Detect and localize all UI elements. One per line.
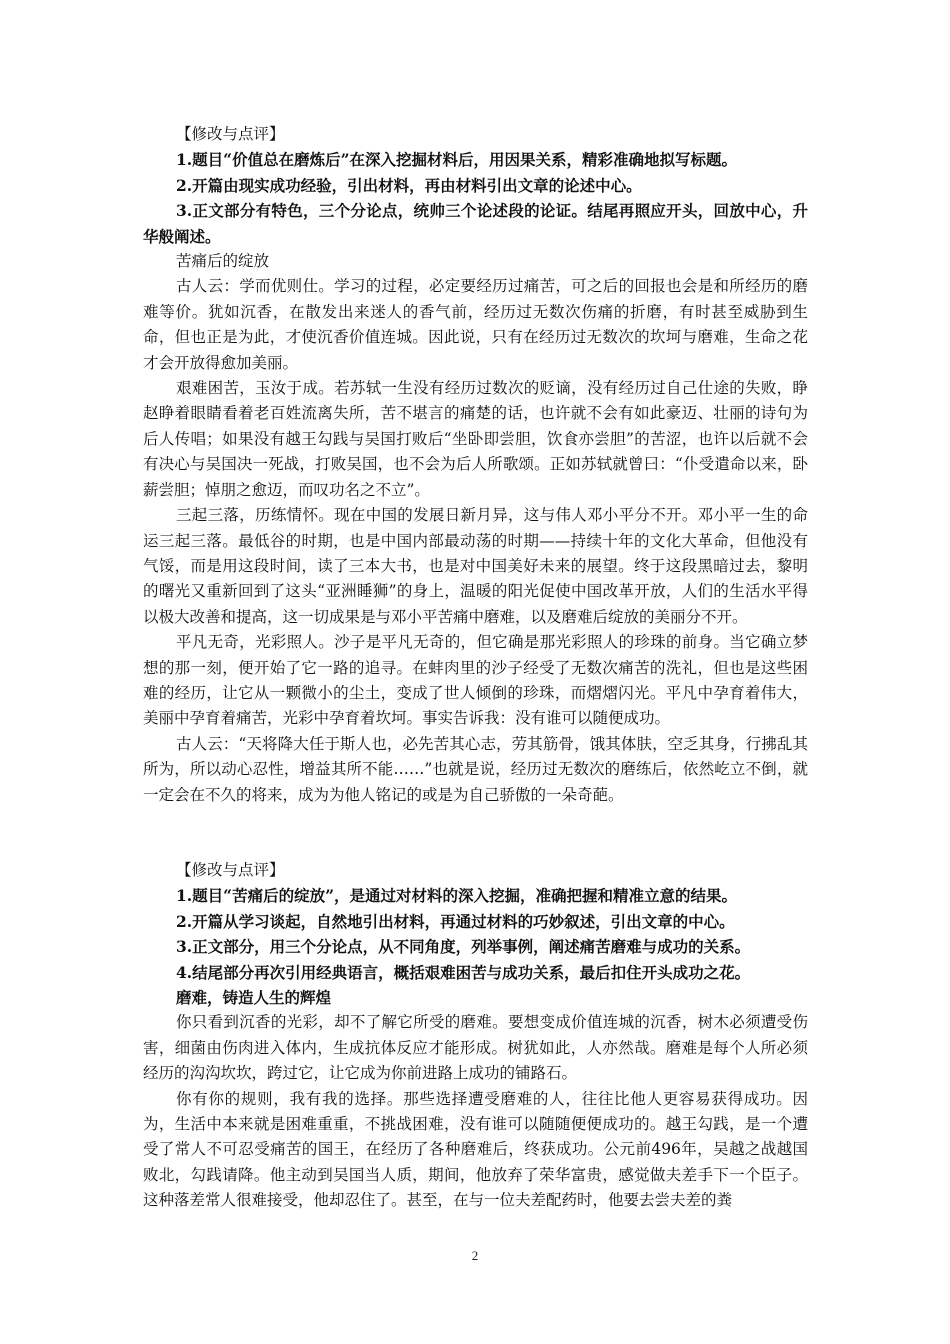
review-heading: 【修改与点评】	[176, 125, 285, 143]
review-heading: 【修改与点评】	[176, 860, 285, 879]
essay-paragraph: 你只看到沉香的光彩，却不了解它所受的磨难。要想变成价值连城的沉香，树木必须遭受伤害，细菌由伤肉进入体内，生成抗体反应才能形成。树犹如此，人亦然哉。磨难是每个人所必须经历的沟沟坎坎，跨过它，让它成为你前进路上成功的铺路石。	[143, 1013, 808, 1083]
essay-paragraph: 平凡无奇，光彩照人。沙子是平凡无奇的，但它确是那光彩照人的珍珠的前身。当它确立梦想的那一刻，便开始了它一路的追寻。在蚌肉里的沙子经受了无数次痛苦的洗礼，但也是这些困难的经历，让它从一颗微小的尘土，变成了世人倾倒的珍珠，而熠熠闪光。平凡中孕育着伟大，美丽中孕育着痛苦，光彩中孕育着坎坷。事实告诉我：没有谁可以随便成功。	[143, 633, 808, 728]
review-point: 4.结尾部分再次引用经典语言，概括艰难困苦与成功关系，最后扣住开头成功之花。	[176, 962, 751, 982]
review-point: 1.题目“价值总在磨炼后”在深入挖掘材料后，用因果关系，精彩准确地拟写标题。	[176, 150, 738, 170]
essay-title: 磨难，铸造人生的辉煌	[176, 988, 332, 1007]
essay-paragraph: 艰难困苦，玉汝于成。若苏轼一生没有经历过数次的贬谪，没有经历过自己仕途的失败，睁赵睁着眼睛看着老百姓流离失所，苦不堪言的痛楚的话，也许就不会有如此豪迈、壮丽的诗句为后人传唱；如果没有越王勾践与吴国打败后“坐卧即尝胆，饮食亦尝胆”的苦涩，也许以后就不会有决心与吴国决一死战，打败吴国，也不会为后人所歌颂。正如苏轼就曾曰：“仆受遣命以来，卧薪尝胆；悼朋之愈迈，而叹功名之不立”。	[143, 379, 808, 499]
essay-paragraph: 古人云：学而优则仕。学习的过程，必定要经历过痛苦，可之后的回报也会是和所经历的磨难等价。犹如沉香，在散发出来迷人的香气前，经历过无数次伤痛的折磨，有时甚至威胁到生命，但也正是为此，才使沉香价值连城。因此说，只有在经历过无数次的坎坷与磨难，生命之花才会开放得愈加美丽。	[143, 277, 808, 372]
section-spacer	[143, 808, 808, 858]
review-point: 1.题目“苦痛后的绽放”，是通过对材料的深入挖掘，准确把握和精准立意的结果。	[176, 886, 738, 906]
review-point: 3.正文部分有特色，三个分论点，统帅三个论述段的论证。结尾再照应开头，回放中心，升华般阐述。	[143, 201, 808, 246]
review-point: 2.开篇从学习谈起，自然地引出材料，再通过材料的巧妙叙述，引出文章的中心。	[176, 911, 735, 931]
essay-paragraph: 古人云：“天将降大任于斯人也，必先苦其心志，劳其筋骨，饿其体肤，空乏其身，行拂乱其所为，所以动心忍性，增益其所不能……”也就是说，经历过无数次的磨练后，依然屹立不倒，就一定会在不久的将来，成为为他人铭记的或是为自己骄傲的一朵奇葩。	[143, 734, 808, 804]
page-number: 2	[471, 1248, 479, 1263]
document-page	[143, 122, 808, 1214]
essay-paragraph: 三起三落，历练情怀。现在中国的发展日新月异，这与伟人邓小平分不开。邓小平一生的命运三起三落。最低谷的时期，也是中国内部最动荡的时期——持续十年的文化大革命，但他没有气馁，而是用这段时间，读了三本大书，也是对中国美好未来的展望。终于这段黑暗过去，黎明的曙光又重新回到了这头“亚洲睡狮”的身上，温暖的阳光促使中国改革开放，人们的生活水平得以极大改善和提高，这一切成果是与邓小平苦痛中磨难，以及磨难后绽放的美丽分不开。	[143, 506, 808, 626]
essay-title: 苦痛后的绽放	[176, 252, 270, 271]
essay-paragraph: 你有你的规则，我有我的选择。那些选择遭受磨难的人，往往比他人更容易获得成功。因为，生活中本来就是困难重重，不挑战困难，没有谁可以随随便便成功的。越王勾践，是一个遭受了常人不可忍受痛苦的国王，在经历了各种磨难后，终获成功。公元前496年，吴越之战越国败北，勾践请降。他主动到吴国当人质，期间，他放弃了荣华富贵，感觉做夫差手下一个臣子。这种落差常人很难接受，他却忍住了。甚至，在与一位夫差配药时，他要去尝夫差的粪	[143, 1089, 808, 1210]
review-point: 2.开篇由现实成功经验，引出材料，再由材料引出文章的论述中心。	[176, 175, 642, 195]
review-point: 3.正文部分，用三个分论点，从不同角度，列举事例，阐述痛苦磨难与成功的关系。	[176, 937, 751, 957]
